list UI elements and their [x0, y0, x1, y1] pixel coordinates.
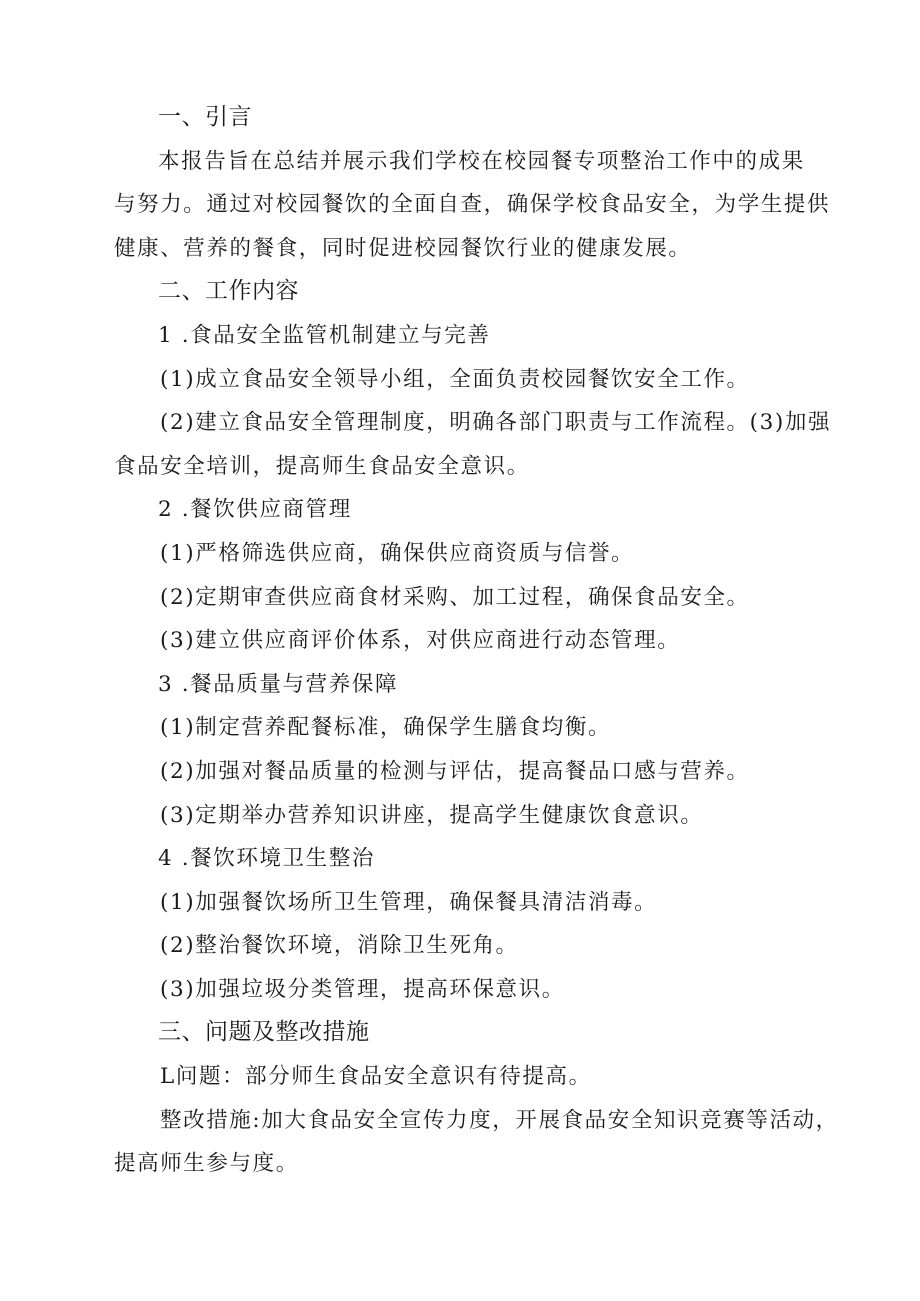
- intro-paragraph-line-2: 与努力。通过对校园餐饮的全面自查，确保学校食品安全，为学生提供: [114, 192, 831, 218]
- item-1-point-2-line-2: 食品安全培训，提高师生食品安全意识。: [114, 453, 530, 479]
- item-4-point-2: (2)整治餐饮环境，消除卫生死角。: [160, 933, 519, 959]
- item-3-title: 3 .餐品质量与营养保障: [158, 671, 399, 697]
- intro-paragraph-line-3: 健康、营养的餐食，同时促进校园餐饮行业的健康发展。: [114, 235, 692, 261]
- item-2-point-3: (3)建立供应商评价体系，对供应商进行动态管理。: [160, 628, 681, 654]
- item-1-point-1: (1)成立食品安全领导小组，全面负责校园餐饮安全工作。: [160, 366, 750, 392]
- item-4-point-3: (3)加强垃圾分类管理，提高环保意识。: [160, 976, 565, 1002]
- measure-line-1: 整改措施:加大食品安全宣传力度，开展食品安全知识竞赛等活动，: [160, 1107, 839, 1133]
- intro-paragraph-line-1: 本报告旨在总结并展示我们学校在校园餐专项整治工作中的成果: [158, 148, 805, 174]
- item-2-point-2: (2)定期审查供应商食材采购、加工过程，确保食品安全。: [160, 584, 750, 610]
- section-heading-intro: 一、引言: [158, 104, 252, 130]
- item-1-title: 1 .食品安全监管机制建立与完善: [158, 322, 491, 348]
- item-3-point-3: (3)定期举办营养知识讲座，提高学生健康饮食意识。: [160, 802, 704, 828]
- item-4-title: 4 .餐饮环境卫生整治: [158, 846, 375, 872]
- section-heading-problems: 三、问题及整改措施: [158, 1019, 370, 1046]
- measure-line-2: 提高师生参与度。: [114, 1151, 299, 1177]
- item-2-title: 2 .餐饮供应商管理: [158, 497, 352, 523]
- problem-statement: L问题：部分师生食品安全意识有待提高。: [160, 1064, 592, 1090]
- item-1-point-2-line-1: (2)建立食品安全管理制度，明确各部门职责与工作流程。(3)加强: [160, 410, 832, 436]
- item-3-point-2: (2)加强对餐品质量的检测与评估，提高餐品口感与营养。: [160, 758, 750, 784]
- document-page: [114, 96, 839, 1186]
- item-4-point-1: (1)加强餐饮场所卫生管理，确保餐具清洁消毒。: [160, 889, 658, 915]
- item-3-point-1: (1)制定营养配餐标准，确保学生膳食均衡。: [160, 715, 612, 741]
- section-heading-work-content: 二、工作内容: [158, 278, 299, 305]
- item-2-point-1: (1)严格筛选供应商，确保供应商资质与信誉。: [160, 540, 635, 566]
